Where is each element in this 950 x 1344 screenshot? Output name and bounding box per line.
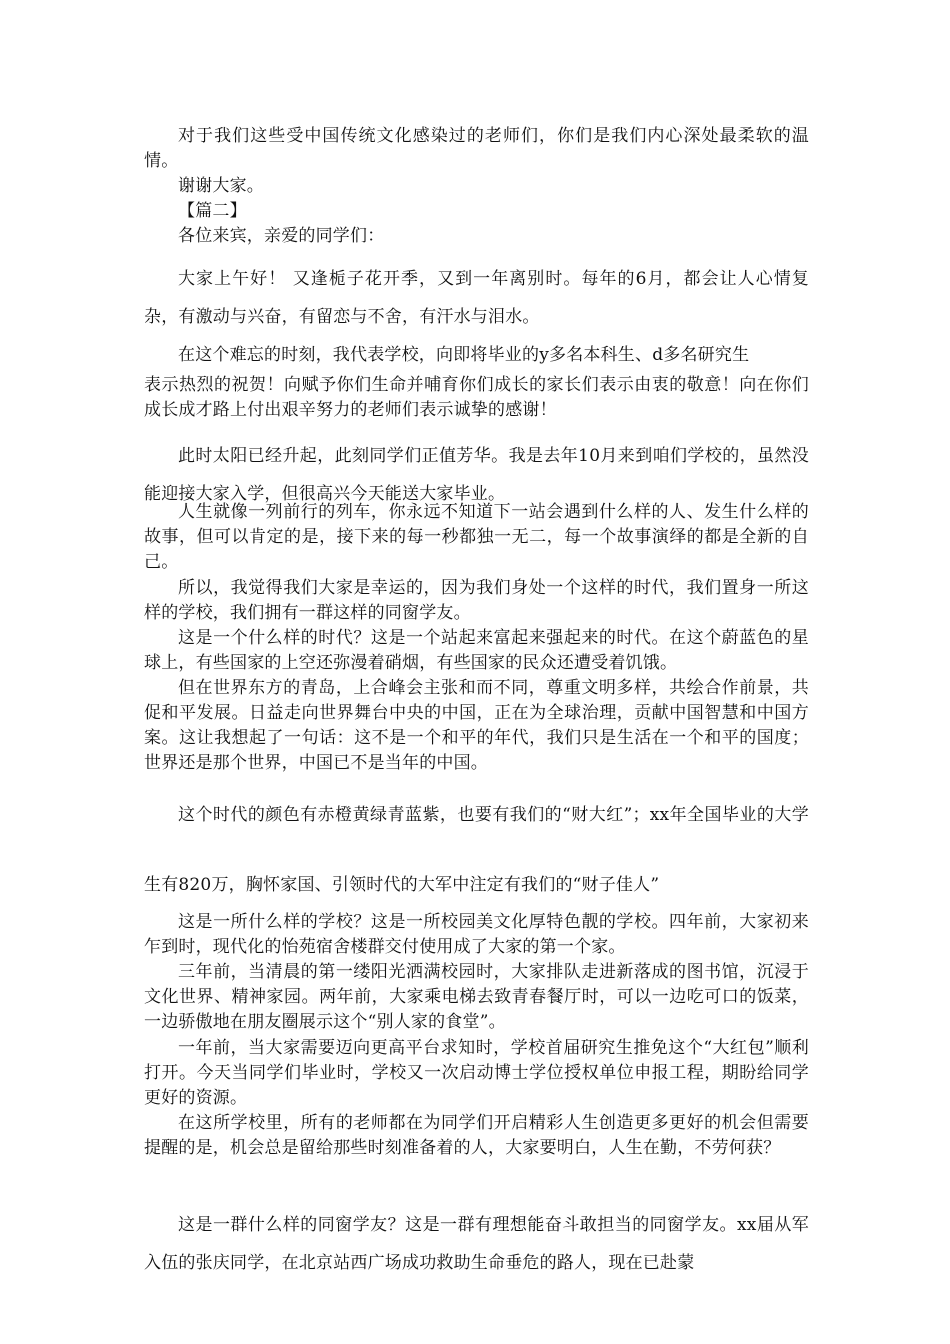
paragraph-5: 大家上午好！ 又逢栀子花开季，又到一年离别时。每年的6月，都会让人心情复杂，有激动与兴奋，有留恋与不舍，有汗水与泪水。: [144, 269, 809, 327]
paragraph-1: 对于我们这些受中国传统文化感染过的老师们，你们是我们内心深处最柔软的温情。: [144, 126, 809, 171]
paragraph-8: 此时太阳已经升起，此刻同学们正值芳华。我是去年10月来到咱们学校的，虽然没能迎接大家入学，但很高兴今天能送大家毕业。: [144, 446, 809, 504]
paragraph-13: 这个时代的颜色有赤橙黄绿青蓝紫，也要有我们的“财大红”；xx年全国毕业的大学生有820万，胸怀家国、引领时代的大军中注定有我们的“财子佳人”: [144, 805, 809, 895]
paragraph-11: 这是一个什么样的时代？这是一个站起来富起来强起来的时代。在这个蔚蓝色的星球上，有些国家的上空还弥漫着硝烟，有些国家的民众还遭受着饥饿。: [144, 628, 809, 673]
paragraph-2: 谢谢大家。: [178, 176, 264, 196]
paragraph-10: 所以，我觉得我们大家是幸运的，因为我们身处一个这样的时代，我们置身一所这样的学校，我们拥有一群这样的同窗学友。: [144, 578, 809, 623]
paragraph-16: 一年前，当大家需要迈向更高平台求知时，学校首届研究生推免这个“大红包”顺利打开。今天当同学们毕业时，学校又一次启动博士学位授权单位申报工程，期盼给同学更好的资源。: [144, 1038, 809, 1108]
section-heading: 【篇二】: [178, 201, 247, 221]
paragraph-14: 这是一所什么样的学校？这是一所校园美文化厚特色靓的学校。四年前，大家初来乍到时，现代化的怡苑宿舍楼群交付使用成了大家的第一个家。: [144, 912, 809, 957]
paragraph-17: 在这所学校里，所有的老师都在为同学们开启精彩人生创造更多更好的机会但需要提醒的是，机会总是留给那些时刻准备着的人，大家要明白，人生在勤，不劳何获？: [144, 1113, 809, 1158]
salutation: 各位来宾，亲爱的同学们：: [178, 226, 385, 246]
paragraph-15: 三年前，当清晨的第一缕阳光洒满校园时，大家排队走进新落成的图书馆，沉浸于文化世界、精神家园。两年前，大家乘电梯去致青春餐厅时，可以一边吃可口的饭菜，一边骄傲地在朋友圈展示这个“别人家的食堂”。: [144, 962, 809, 1032]
paragraph-12: 但在世界东方的青岛，上合峰会主张和而不同，尊重文明多样，共绘合作前景，共促和平发展。日益走向世界舞台中央的中国，正在为全球治理，贡献中国智慧和中国方案。这让我想起了一句话：这不是一个和平的年代，我们只是生活在一个和平的国度；世界还是那个世界，中国已不是当年的中国。: [144, 678, 809, 773]
paragraph-9: 人生就像一列前行的列车，你永远不知道下一站会遇到什么样的人、发生什么样的故事，但可以肯定的是，接下来的每一秒都独一无二，每一个故事演绎的都是全新的自己。: [144, 502, 809, 572]
paragraph-7: 表示热烈的祝贺！向赋予你们生命并哺育你们成长的家长们表示由衷的敬意！向在你们成长成才路上付出艰辛努力的老师们表示诚挚的感谢！: [144, 375, 809, 420]
paragraph-18: 这是一群什么样的同窗学友？这是一群有理想能奋斗敢担当的同窗学友。xx届从军入伍的张庆同学，在北京站西广场成功救助生命垂危的路人，现在已赴蒙: [144, 1215, 809, 1273]
paragraph-6: 在这个难忘的时刻，我代表学校，向即将毕业的y多名本科生、d多名研究生: [178, 345, 750, 365]
